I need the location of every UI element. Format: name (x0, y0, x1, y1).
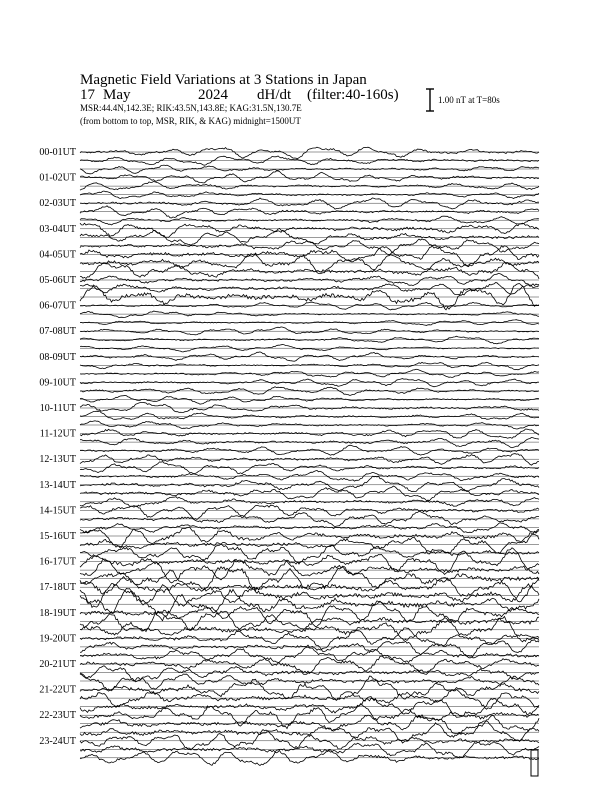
trace-rik (80, 254, 539, 274)
row-label: 07-08UT (39, 326, 76, 338)
trace-kag (80, 705, 539, 729)
row-label: 05-06UT (39, 275, 76, 286)
trace-msr (80, 395, 539, 404)
trace-msr (80, 470, 539, 481)
date-day: 17 (80, 87, 95, 103)
trace-rik (80, 559, 539, 583)
trace-rik (80, 182, 539, 191)
row-label: 09-10UT (39, 377, 76, 389)
row-label: 17-18UT (39, 582, 76, 594)
quantity-label: dH/dt (257, 87, 292, 103)
row-label: 13-14UT (39, 479, 76, 491)
trace-kag (80, 379, 539, 387)
trace-msr (80, 369, 539, 377)
trace-rik (80, 640, 539, 658)
row-label: 19-20UT (39, 633, 76, 645)
trace-kag (80, 147, 539, 159)
trace-kag (80, 352, 539, 361)
trace-rik (80, 411, 539, 420)
row-label: 18-19UT (39, 607, 76, 619)
row-label: 23-24UT (39, 735, 76, 747)
trace-kag (80, 601, 539, 627)
trace-rik (80, 311, 539, 318)
trace-rik (80, 336, 539, 344)
trace-rik (80, 387, 539, 396)
trace-rik (80, 715, 539, 734)
trace-msr (80, 239, 539, 255)
row-label: 20-21UT (39, 659, 76, 670)
row-label: 00-01UT (39, 147, 76, 158)
row-label: 08-09UT (39, 351, 76, 363)
trace-kag (80, 302, 539, 310)
trace-kag (80, 476, 539, 491)
trace-kag (80, 403, 539, 413)
end-marker-box (531, 750, 538, 776)
trace-kag (80, 171, 539, 183)
trace-rik (80, 437, 539, 447)
chart-title: Magnetic Field Variations at 3 Stations in Japan (80, 72, 367, 88)
date-year: 2024 (198, 87, 228, 103)
trace-msr (80, 523, 539, 533)
trace-rik (80, 228, 539, 245)
trace-msr (80, 588, 539, 620)
row-label: 15-16UT (39, 531, 76, 542)
trace-group (80, 147, 539, 765)
trace-rik (80, 666, 539, 682)
trace-kag (80, 327, 539, 335)
trace-kag (80, 527, 539, 547)
trace-rik (80, 362, 539, 370)
date-month: May (103, 87, 131, 103)
trace-kag (80, 223, 539, 237)
row-label: 10-11UT (39, 403, 76, 414)
trace-msr (80, 445, 539, 455)
trace-kag (80, 505, 539, 519)
trace-msr (80, 216, 539, 225)
row-label: 03-04UT (39, 223, 76, 235)
row-label: 16-17UT (39, 556, 76, 568)
station-coordinates: MSR:44.4N,142.3E; RIK:43.5N,143.8E; KAG:31.5N,130.7E (80, 103, 302, 113)
row-label: 01-02UT (39, 172, 76, 184)
row-label: 14-15UT (39, 505, 76, 517)
row-label: 22-23UT (39, 710, 76, 722)
trace-msr (80, 284, 539, 310)
filter-label: (filter:40-160s) (307, 87, 399, 103)
scale-label: 1.00 nT at T=80s (438, 95, 500, 105)
trace-kag (80, 548, 539, 575)
row-label: 11-12UT (39, 428, 76, 440)
row-label: 12-13UT (39, 454, 76, 466)
trace-kag (80, 198, 539, 209)
trace-msr (80, 165, 539, 174)
trace-msr (80, 566, 539, 590)
row-label: 02-03UT (39, 198, 76, 210)
row-label: 21-22UT (39, 684, 76, 696)
row-label: 06-07UT (39, 300, 76, 312)
row-label-group (39, 147, 76, 747)
station-order-note: (from bottom to top, MSR, RIK, & KAG) midnight=1500UT (80, 116, 301, 126)
row-label: 04-05UT (39, 249, 76, 261)
